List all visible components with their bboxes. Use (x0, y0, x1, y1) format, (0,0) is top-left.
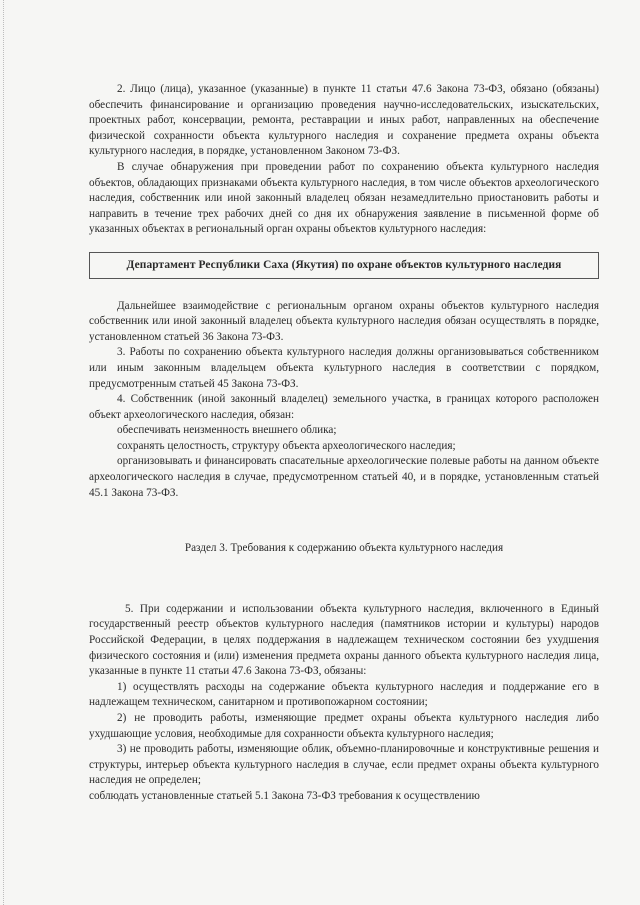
section-title: Раздел 3. Требования к содержанию объекта культурного наследия (184, 542, 504, 555)
authority-name: Департамент Республики Саха (Якутия) по охране объектов культурного наследия (126, 258, 562, 271)
authority-box (89, 252, 599, 279)
list-item-1: 1) осуществлять расходы на содержание объекта культурного наследия и поддержание его в надлежащем техническом, санитарном и противопожарном состоянии; (89, 680, 599, 709)
paragraph-comply-requirements: соблюдать установленные статьей 5.1 Закона 73-ФЗ требования к осуществлению (89, 789, 480, 802)
list-item-integrity: сохранять целостность, структуру объекта археологического наследия; (117, 439, 456, 452)
list-item-3: 3) не проводить работы, изменяющие облик, объемно-планировочные и конструктивные решения и структуры, интерьер объекта культурного наследия в случае, если предмет охраны объекта культурного наследия не определен; (89, 743, 599, 787)
paragraph-further-interaction: Дальнейшее взаимодействие с региональным органом охраны объектов культурного наследия собственник или иной законный владелец объекта культурного наследия обязан осуществлять в порядке, установленном статьей 36 Закона 73-ФЗ. (89, 299, 599, 343)
paragraph-item-2: 2. Лицо (лица), указанное (указанные) в пункте 11 статьи 47.6 Закона 73-ФЗ, обязано (обязаны) обеспечить финансирование и организацию проведения научно-исследовательских, изыскательских, проектных работ, консервации, ремонта, реставрации и иных работ, направленных на обеспечение физической сохранности объекта культурного наследия и сохранение предмета охраны объекта культурного наследия, в порядке, установленном Законом 73-ФЗ. (89, 83, 599, 158)
paragraph-discovery-notice: В случае обнаружения при проведении работ по сохранению объекта культурного наследия объектов, обладающих признаками объекта культурного наследия, в том числе объектов археологического наследия, собственник или иной законный владелец обязан незамедлительно приостановить работы и направить в течение трех рабочих дней со дня их обнаружения заявление в письменной форме об указанных объектах в региональный орган охраны объектов культурного наследия: (89, 160, 599, 236)
paragraph-item-3: 3. Работы по сохранению объекта культурного наследия должны организовываться собственником или иным законным владельцем объекта культурного наследия в соответствии с порядком, предусмотренным статьей 45 Закона 73-ФЗ. (89, 346, 599, 390)
paragraph-item-5: 5. При содержании и использовании объекта культурного наследия, включенного в Единый государственный реестр объектов культурного наследия (памятников истории и культуры) народов Российской Федерации, в целях поддержания в надлежащем техническом состоянии без ухудшения физического состояния и (или) изменения предмета охраны данного объекта культурного наследия лица, указанные в пункте 11 статьи 47.6 Закона 73-ФЗ, обязаны: (89, 602, 599, 678)
scan-edge-marks (3, 0, 6, 905)
paragraph-item-4: 4. Собственник (иной законный владелец) земельного участка, в границах которого расположен объект археологического наследия, обязан: (89, 393, 599, 421)
list-item-appearance: обеспечивать неизменность внешнего облика; (117, 424, 337, 437)
document-body (89, 82, 599, 805)
list-item-rescue-works: организовывать и финансировать спасательные археологические полевые работы на данном объекте археологического наследия в случае, предусмотренном статьей 40, и в порядке, установленным статьей 45.1 Закона 73-ФЗ. (89, 455, 599, 499)
list-item-2: 2) не проводить работы, изменяющие предмет охраны объекта культурного наследия либо ухудшающие условия, необходимые для сохранности объекта культурного наследия; (89, 712, 599, 740)
